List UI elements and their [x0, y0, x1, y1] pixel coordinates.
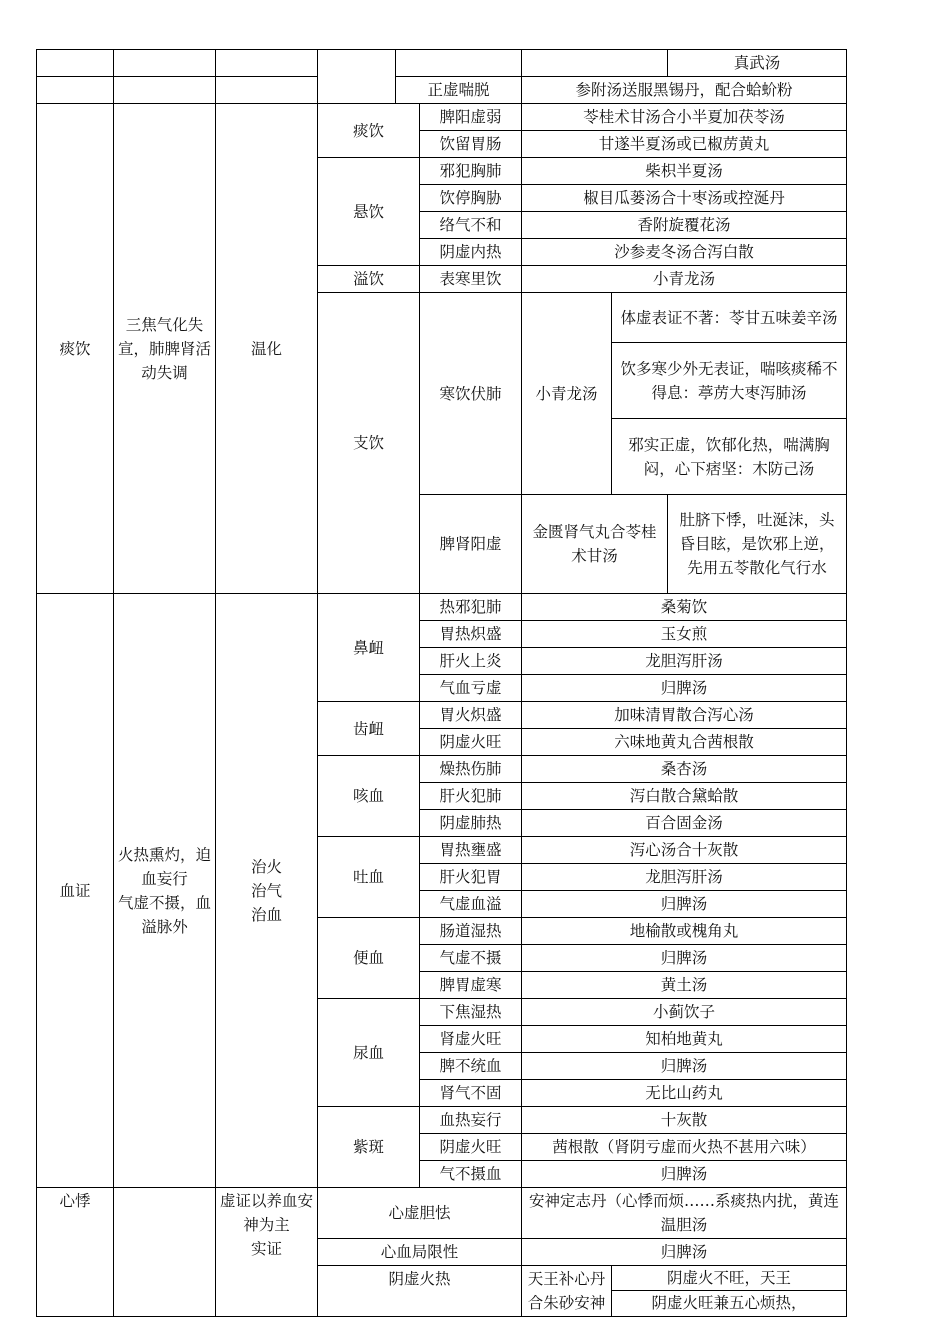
formula-cell: 六味地黄丸合茜根散 — [522, 729, 847, 756]
subtype-name: 齿衄 — [318, 702, 420, 756]
syndrome-type-cell: 心虚胆怯 — [318, 1188, 522, 1239]
syndrome-type-cell: 胃火炽盛 — [420, 702, 522, 729]
formula-cell: 小青龙汤 — [522, 293, 612, 495]
blank-cell — [396, 50, 522, 77]
formula-cell: 甘遂半夏汤或已椒苈黄丸 — [522, 131, 847, 158]
formula-cell: 归脾汤 — [522, 1239, 847, 1266]
formula-cell: 龙胆泻肝汤 — [522, 648, 847, 675]
formula-cell: 十灰散 — [522, 1107, 847, 1134]
blank-cell — [318, 50, 396, 104]
syndrome-table — [36, 49, 847, 1317]
pathogenesis: 三焦气化失宣，肺脾肾活动失调 — [114, 104, 216, 594]
blank-cell — [522, 50, 668, 77]
formula-cell: 桑菊饮 — [522, 594, 847, 621]
formula-cell: 归脾汤 — [522, 1053, 847, 1080]
note-cell: 体虚表证不著：苓甘五味姜辛汤 — [612, 293, 847, 343]
blank-cell — [114, 50, 216, 77]
blank-cell — [114, 77, 216, 104]
syndrome-type-cell: 胃热壅盛 — [420, 837, 522, 864]
subtype-name: 咳血 — [318, 756, 420, 837]
disease-name: 痰饮 — [37, 104, 114, 594]
note-cell: 饮多寒少外无表证，喘咳痰稀不得息：葶苈大枣泻肺汤 — [612, 343, 847, 419]
syndrome-type-cell: 阴虚火热 — [318, 1266, 522, 1317]
table-row — [37, 50, 847, 77]
table-row — [37, 1188, 847, 1239]
formula-cell: 小蓟饮子 — [522, 999, 847, 1026]
syndrome-type-cell: 心血局限性 — [318, 1239, 522, 1266]
blank-cell — [114, 1188, 216, 1317]
syndrome-type-cell: 燥热伤肺 — [420, 756, 522, 783]
formula-cell: 安神定志丹（心悸而烦……系痰热内扰，黄连温胆汤 — [522, 1188, 847, 1239]
syndrome-type-cell: 气虚不摄 — [420, 945, 522, 972]
syndrome-type-cell: 正虚喘脱 — [396, 77, 522, 104]
formula-cell: 椒目瓜蒌汤合十枣汤或控涎丹 — [522, 185, 847, 212]
syndrome-type-cell: 肾虚火旺 — [420, 1026, 522, 1053]
formula-cell: 金匮肾气丸合苓桂术甘汤 — [522, 495, 668, 594]
formula-cell: 柴枳半夏汤 — [522, 158, 847, 185]
syndrome-type-cell: 肝火犯肺 — [420, 783, 522, 810]
subtype-name: 紫斑 — [318, 1107, 420, 1188]
formula-cell: 加味清胃散合泻心汤 — [522, 702, 847, 729]
formula-cell: 真武汤 — [668, 50, 847, 77]
note-cell: 邪实正虚，饮郁化热，喘满胸闷，心下痞坚：木防己汤 — [612, 419, 847, 495]
blank-cell — [37, 77, 114, 104]
syndrome-type-cell: 气血亏虚 — [420, 675, 522, 702]
formula-cell: 桑杏汤 — [522, 756, 847, 783]
formula-cell: 天王补心丹合朱砂安神 — [522, 1266, 612, 1317]
syndrome-type-cell: 邪犯胸肺 — [420, 158, 522, 185]
formula-cell: 龙胆泻肝汤 — [522, 864, 847, 891]
table-row — [37, 594, 847, 621]
syndrome-type-cell: 阴虚火旺 — [420, 1134, 522, 1161]
subtype-name: 鼻衄 — [318, 594, 420, 702]
formula-cell: 茜根散（肾阴亏虚而火热不甚用六味） — [522, 1134, 847, 1161]
formula-cell: 归脾汤 — [522, 675, 847, 702]
formula-cell: 香附旋覆花汤 — [522, 212, 847, 239]
note-cell — [612, 1266, 847, 1317]
subtype-name: 支饮 — [318, 293, 420, 594]
syndrome-type-cell: 脾肾阳虚 — [420, 495, 522, 594]
syndrome-type-cell: 阴虚内热 — [420, 239, 522, 266]
pathogenesis: 火热熏灼，迫血妄行 气虚不摄，血溢脉外 — [114, 594, 216, 1188]
syndrome-type-cell: 肝火上炎 — [420, 648, 522, 675]
syndrome-type-cell: 胃热炽盛 — [420, 621, 522, 648]
syndrome-type-cell: 阴虚火旺 — [420, 729, 522, 756]
syndrome-type-cell: 肝火犯胃 — [420, 864, 522, 891]
syndrome-type-cell: 脾胃虚寒 — [420, 972, 522, 999]
treatment-principle: 温化 — [216, 104, 318, 594]
formula-cell: 沙参麦冬汤合泻白散 — [522, 239, 847, 266]
syndrome-type-cell: 寒饮伏肺 — [420, 293, 522, 495]
treatment-principle: 虚证以养血安神为主 实证 — [216, 1188, 318, 1317]
syndrome-type-cell: 脾不统血 — [420, 1053, 522, 1080]
subtype-name: 尿血 — [318, 999, 420, 1107]
syndrome-type-cell: 脾阳虚弱 — [420, 104, 522, 131]
syndrome-type-cell: 热邪犯肺 — [420, 594, 522, 621]
formula-cell: 归脾汤 — [522, 1161, 847, 1188]
syndrome-type-cell: 肠道湿热 — [420, 918, 522, 945]
formula-cell: 参附汤送服黑锡丹，配合蛤蚧粉 — [522, 77, 847, 104]
syndrome-type-cell: 饮停胸胁 — [420, 185, 522, 212]
note-line: 阴虚火旺兼五心烦热， — [651, 1294, 807, 1312]
subtype-name: 痰饮 — [318, 104, 420, 158]
formula-cell: 地榆散或槐角丸 — [522, 918, 847, 945]
formula-cell: 归脾汤 — [522, 945, 847, 972]
formula-cell: 归脾汤 — [522, 891, 847, 918]
syndrome-type-cell: 气虚血溢 — [420, 891, 522, 918]
syndrome-type-cell: 气不摄血 — [420, 1161, 522, 1188]
syndrome-type-cell: 血热妄行 — [420, 1107, 522, 1134]
formula-cell: 百合固金汤 — [522, 810, 847, 837]
formula-cell: 黄土汤 — [522, 972, 847, 999]
subtype-name: 便血 — [318, 918, 420, 999]
formula-cell: 泻心汤合十灰散 — [522, 837, 847, 864]
syndrome-type-cell: 表寒里饮 — [420, 266, 522, 293]
syndrome-type-cell: 阴虚肺热 — [420, 810, 522, 837]
table-row — [37, 104, 847, 131]
disease-name: 心悸 — [37, 1188, 114, 1317]
syndrome-type-cell: 下焦湿热 — [420, 999, 522, 1026]
formula-cell: 小青龙汤 — [522, 266, 847, 293]
formula-cell: 无比山药丸 — [522, 1080, 847, 1107]
subtype-name: 吐血 — [318, 837, 420, 918]
disease-name: 血证 — [37, 594, 114, 1188]
subtype-name: 悬饮 — [318, 158, 420, 266]
formula-cell: 泻白散合黛蛤散 — [522, 783, 847, 810]
syndrome-type-cell: 肾气不固 — [420, 1080, 522, 1107]
note-cell: 肚脐下悸，吐涎沫，头昏目眩，是饮邪上逆，先用五苓散化气行水 — [668, 495, 847, 594]
table-row — [37, 77, 847, 104]
blank-cell — [37, 50, 114, 77]
formula-cell: 知柏地黄丸 — [522, 1026, 847, 1053]
blank-cell — [216, 77, 318, 104]
treatment-principle: 治火 治气 治血 — [216, 594, 318, 1188]
formula-cell: 苓桂术甘汤合小半夏加茯苓汤 — [522, 104, 847, 131]
syndrome-type-cell: 饮留胃肠 — [420, 131, 522, 158]
syndrome-type-cell: 络气不和 — [420, 212, 522, 239]
blank-cell — [216, 50, 318, 77]
note-line: 阴虚火不旺，天王 — [612, 1266, 846, 1291]
formula-cell: 玉女煎 — [522, 621, 847, 648]
subtype-name: 溢饮 — [318, 266, 420, 293]
